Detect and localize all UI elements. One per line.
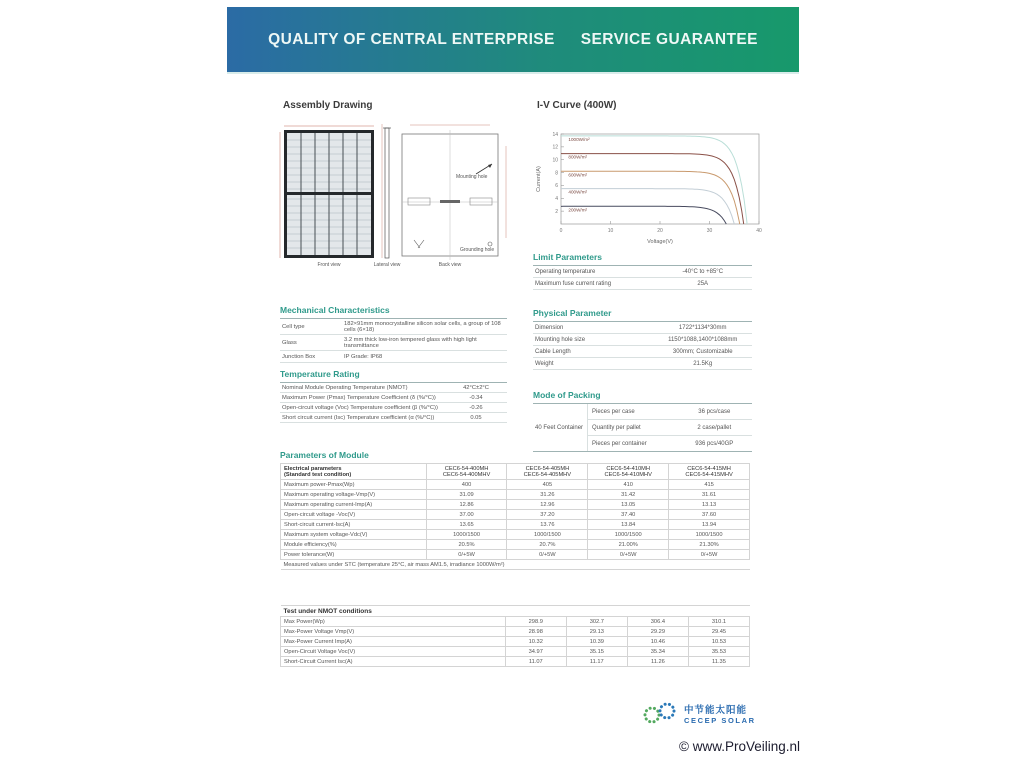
row-value: -0.26 [469,404,483,411]
table-row [280,403,507,413]
row-label: Pieces per case [592,408,635,415]
svg-text:Current(A): Current(A) [536,166,542,192]
series-label: 600W/m² [568,172,588,178]
svg-text:20: 20 [657,228,663,234]
mechanical-section [280,305,507,363]
front-view-caption: Front view [317,262,341,268]
limit-parameters-section [533,252,752,290]
physical-parameter-title: Physical Parameter [533,308,612,318]
table-row [588,436,752,451]
row-label: Nominal Module Operating Temperature (NMOT) [282,384,408,391]
limit-parameters-table [533,265,752,290]
mechanical-table [280,318,507,363]
row-value: -0.34 [469,394,483,401]
module-parameters-table [280,463,750,570]
svg-text:8: 8 [555,170,558,177]
svg-text:30: 30 [706,228,713,234]
svg-text:6: 6 [555,183,558,190]
banner-title-left: QUALITY OF CENTRAL ENTERPRISE [268,30,555,48]
table-row [280,413,507,423]
temperature-section [280,369,507,423]
row-label: Mounting hole size [535,336,586,343]
front-view-drawing [284,130,374,258]
iv-curve-chart [533,126,767,246]
physical-parameter-section [533,308,752,370]
row-label: Weight [535,360,554,367]
cecep-logo-english: CECEP SOLAR [684,715,756,725]
table-row [588,420,752,436]
nmot-row: Max-Power Voltage Vmp(V) 28.98 29.13 29.29 29.45 [281,627,750,637]
row-value: 3.2 mm thick low-iron tempered glass with high light transmittance [344,336,477,349]
back-view-drawing [402,125,506,260]
row-label: Quantity per pallet [592,424,641,431]
row-value: 300mm; Customizable [672,348,733,355]
row-label: Cell type [282,323,305,330]
table-row [280,335,507,351]
svg-text:0: 0 [559,228,563,234]
table-row [280,383,507,393]
row-value: 36 pcs/case [698,408,731,415]
table-row [533,334,752,346]
temperature-title: Temperature Rating [280,369,360,379]
module-param-row: Maximum operating voltage-Vmp(V) 31.09 31.26 31.42 31.61 [281,490,750,500]
header-banner [227,7,799,74]
module-param-row: Maximum power-Pmax(Wp) 400 405 410 415 [281,480,750,490]
table-row [280,351,507,363]
row-label: Glass [282,339,297,346]
row-value: -40°C to +85°C [682,268,724,275]
series-label: 400W/m² [568,189,588,195]
nmot-row: Open-Circuit Voltage Voc(V) 34.97 35.15 35.34 35.53 [281,647,750,657]
table-row [533,358,752,370]
module-param-row: Maximum system voltage-Vdc(V) 1000/1500 1000/1500 1000/1500 1000/1500 [281,530,750,540]
row-value: 1722*1134*30mm [678,324,727,331]
module-param-row: Module efficiency(%) 20.5% 20.7% 21.00% 21.30% [281,540,750,550]
lateral-view-drawing [382,124,391,258]
series-label: 200W/m² [568,207,588,213]
row-label: Pieces per container [592,440,647,447]
mechanical-title: Mechanical Characteristics [280,305,390,315]
row-label: Maximum Power (Pmax) Temperature Coefficient (δ (%/°C)) [282,394,436,401]
nmot-row: Short-Circuit Current Isc(A) 11.07 11.17 11.26 11.35 [281,657,750,667]
module-parameters-title: Parameters of Module [280,450,369,460]
module-param-row: Power tolerance(W) 0/+5W 0/+5W 0/+5W 0/+5W [281,550,750,560]
proveiling-watermark: © www.ProVeiling.nl [679,739,800,754]
module-note-row: Measured values under STC (temperature 25°C, air mass AM1.5, irradiance 1000W/m²) [281,560,750,570]
row-value: 2 case/pallet [697,424,732,431]
row-value: 1150*1088,1400*1088mm [668,336,738,343]
svg-text:10: 10 [607,228,614,234]
nmot-row: Max-Power Current Imp(A) 10.32 10.39 10.46 10.53 [281,637,750,647]
series-label: 1000W/m² [568,136,590,142]
mode-of-packing-table [533,403,752,452]
row-label: Operating temperature [535,268,596,275]
module-param-row: Open-circuit voltage -Voc(V) 37.00 37.20 37.40 37.60 [281,510,750,520]
row-label: Cable Length [535,348,571,355]
row-label: Junction Box [282,353,316,360]
back-view-caption: Back view [438,262,462,268]
svg-text:12: 12 [552,144,558,151]
row-value: 21.5Kg [693,360,713,367]
module-param-row: Short-circuit current-Isc(A) 13.65 13.76 13.84 13.94 [281,520,750,530]
svg-text:Voltage(V): Voltage(V) [647,239,673,245]
table-row [280,393,507,403]
temperature-table [280,382,507,423]
row-value: IP Grade: IP68 [344,353,383,360]
packing-group-label: 40 Feet Container [533,404,588,451]
svg-text:2: 2 [555,208,558,215]
row-value: 42°C±2°C [463,384,489,391]
mounting-hole-label: Mounting hole [456,174,488,180]
row-value: 0.05 [470,414,482,421]
table-row [533,278,752,290]
row-value: 25A [697,280,709,287]
module-parameters-section [280,450,750,570]
module-param-row: Maximum operating current-Imp(A) 12.86 12.96 13.05 13.13 [281,500,750,510]
svg-text:14: 14 [552,131,558,138]
banner-title-right: SERVICE GUARANTEE [580,30,758,48]
grounding-hole-label: Grounding hole [460,247,495,253]
mode-of-packing-title: Mode of Packing [533,390,601,400]
cecep-logo [641,700,756,726]
module-header-row: Electrical parameters (Standard test condition) CEC6-54-400MH CEC6-54-400MHV CEC6-54-405MH CEC6-54-405MHV CEC6-54-410MH CEC6-54-410MHV CEC6-54-415MH CEC6-54-415MHV [281,464,750,480]
assembly-drawing-title: Assembly Drawing [283,100,373,111]
physical-parameter-table [533,321,752,370]
table-row [533,346,752,358]
svg-text:10: 10 [552,157,558,164]
row-label: Open-circuit voltage (Voc) Temperature coefficient (β (%/°C)) [282,404,438,411]
series-label: 800W/m² [568,154,588,160]
row-value: 182×91mm monocrystalline silicon solar cells, a group of 108 cells (6×18) [344,320,501,333]
nmot-row: Max Power(Wp) 298.9 302.7 306.4 310.1 [281,617,750,627]
row-label: Short circuit current (Isc) Temperature coefficient (α (%/°C)) [282,414,435,421]
table-row [588,404,752,420]
assembly-drawing-figure [278,116,514,268]
table-row [533,322,752,334]
svg-text:4: 4 [555,196,558,203]
table-row [280,319,507,335]
nmot-title-row: Test under NMOT conditions [281,606,750,617]
mode-of-packing-section [533,390,752,452]
cecep-logo-chinese: 中节能太阳能 [684,704,748,716]
iv-curve-title: I-V Curve (400W) [537,100,617,111]
svg-text:40: 40 [756,228,762,234]
limit-parameters-title: Limit Parameters [533,252,602,262]
row-label: Maximum fuse current rating [535,280,612,287]
nmot-table [280,605,750,667]
cecep-logo-icon [641,700,679,726]
row-value: 936 pcs/40GP [695,440,734,447]
nmot-section [280,605,750,667]
table-row [533,266,752,278]
lateral-view-caption: Lateral view [373,262,401,268]
row-label: Dimension [535,324,564,331]
